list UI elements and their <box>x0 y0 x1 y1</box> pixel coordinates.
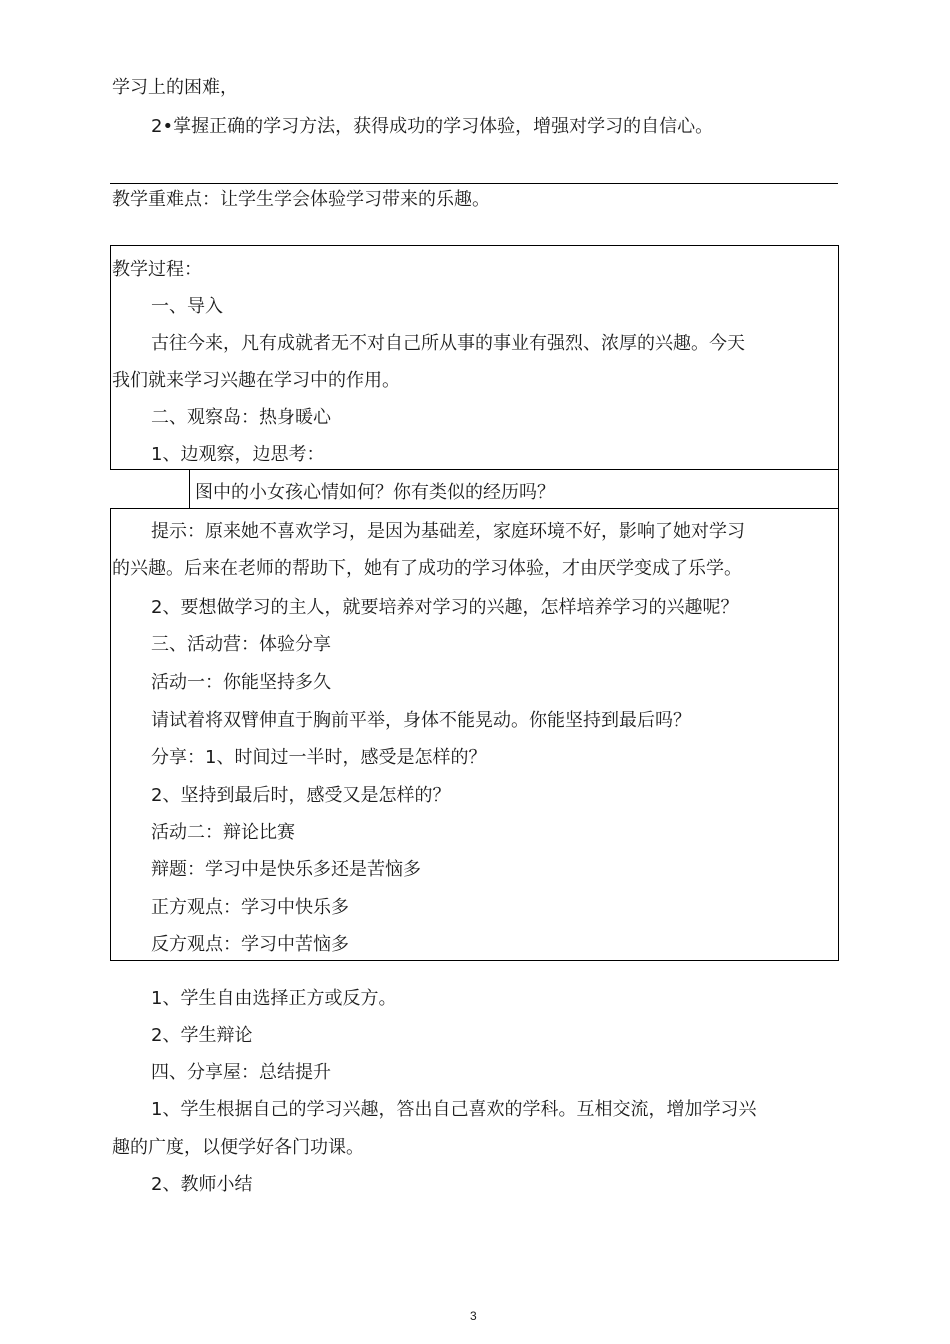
hint-text-line-1: 提示：原来她不喜欢学习，是因为基础差，家庭环境不好，影响了她对学习 <box>151 521 745 542</box>
key-difficulty: 教学重难点：让学生学会体验学习带来的乐趣。 <box>112 189 490 210</box>
con-view: 反方观点：学习中苦恼多 <box>151 934 349 955</box>
intro-text-line-1: 古往今来，凡有成就者无不对自己所从事的事业有强烈、浓厚的兴趣。今天 <box>151 333 745 354</box>
share-question-2: 2、坚持到最后时，感受又是怎样的？ <box>151 785 451 806</box>
summary-item-1-line-1: 1、学生根据自己的学习兴趣，答出自己喜欢的学科。互相交流，增加学习兴 <box>151 1099 757 1120</box>
debate-topic: 辩题：学习中是快乐多还是苦恼多 <box>151 859 421 880</box>
objective-text-line-2: 2•掌握正确的学习方法，获得成功的学习体验，增强对学习的自信心。 <box>151 116 714 137</box>
hint-text-line-2: 的兴趣。后来在老师的帮助下，她有了成功的学习体验，才由厌学变成了乐学。 <box>112 558 742 579</box>
observe-heading: 二、观察岛：热身暖心 <box>151 407 331 428</box>
debate-step-2: 2、学生辩论 <box>151 1025 253 1046</box>
objective-text-line-1: 学习上的困难， <box>112 77 238 98</box>
process-title: 教学过程： <box>112 259 202 280</box>
summary-item-2: 2、教师小结 <box>151 1174 253 1195</box>
page-number: 3 <box>470 1309 477 1323</box>
process-box-upper <box>110 245 839 470</box>
observe-item-1: 1、边观察，边思考： <box>151 444 325 465</box>
debate-step-1: 1、学生自由选择正方或反方。 <box>151 988 397 1009</box>
activity-heading: 三、活动营：体验分享 <box>151 634 331 655</box>
activity-1-title: 活动一：你能坚持多久 <box>151 672 331 693</box>
summary-heading: 四、分享屋：总结提升 <box>151 1062 331 1083</box>
pro-view: 正方观点：学习中快乐多 <box>151 897 349 918</box>
share-question-1: 分享：1、时间过一半时，感受是怎样的？ <box>151 747 487 768</box>
activity-2-title: 活动二：辩论比赛 <box>151 822 295 843</box>
section-divider <box>110 183 838 184</box>
summary-item-1-line-2: 趣的广度，以便学好各门功课。 <box>112 1137 364 1158</box>
observe-question: 图中的小女孩心情如何？你有类似的经历吗？ <box>195 482 555 503</box>
intro-text-line-2: 我们就来学习兴趣在学习中的作用。 <box>112 370 400 391</box>
observe-item-2: 2、要想做学习的主人，就要培养对学习的兴趣，怎样培养学习的兴趣呢？ <box>151 597 739 618</box>
intro-heading: 一、导入 <box>151 296 223 317</box>
activity-1-instruction: 请试着将双臂伸直于胸前平举，身体不能晃动。你能坚持到最后吗？ <box>151 710 691 731</box>
